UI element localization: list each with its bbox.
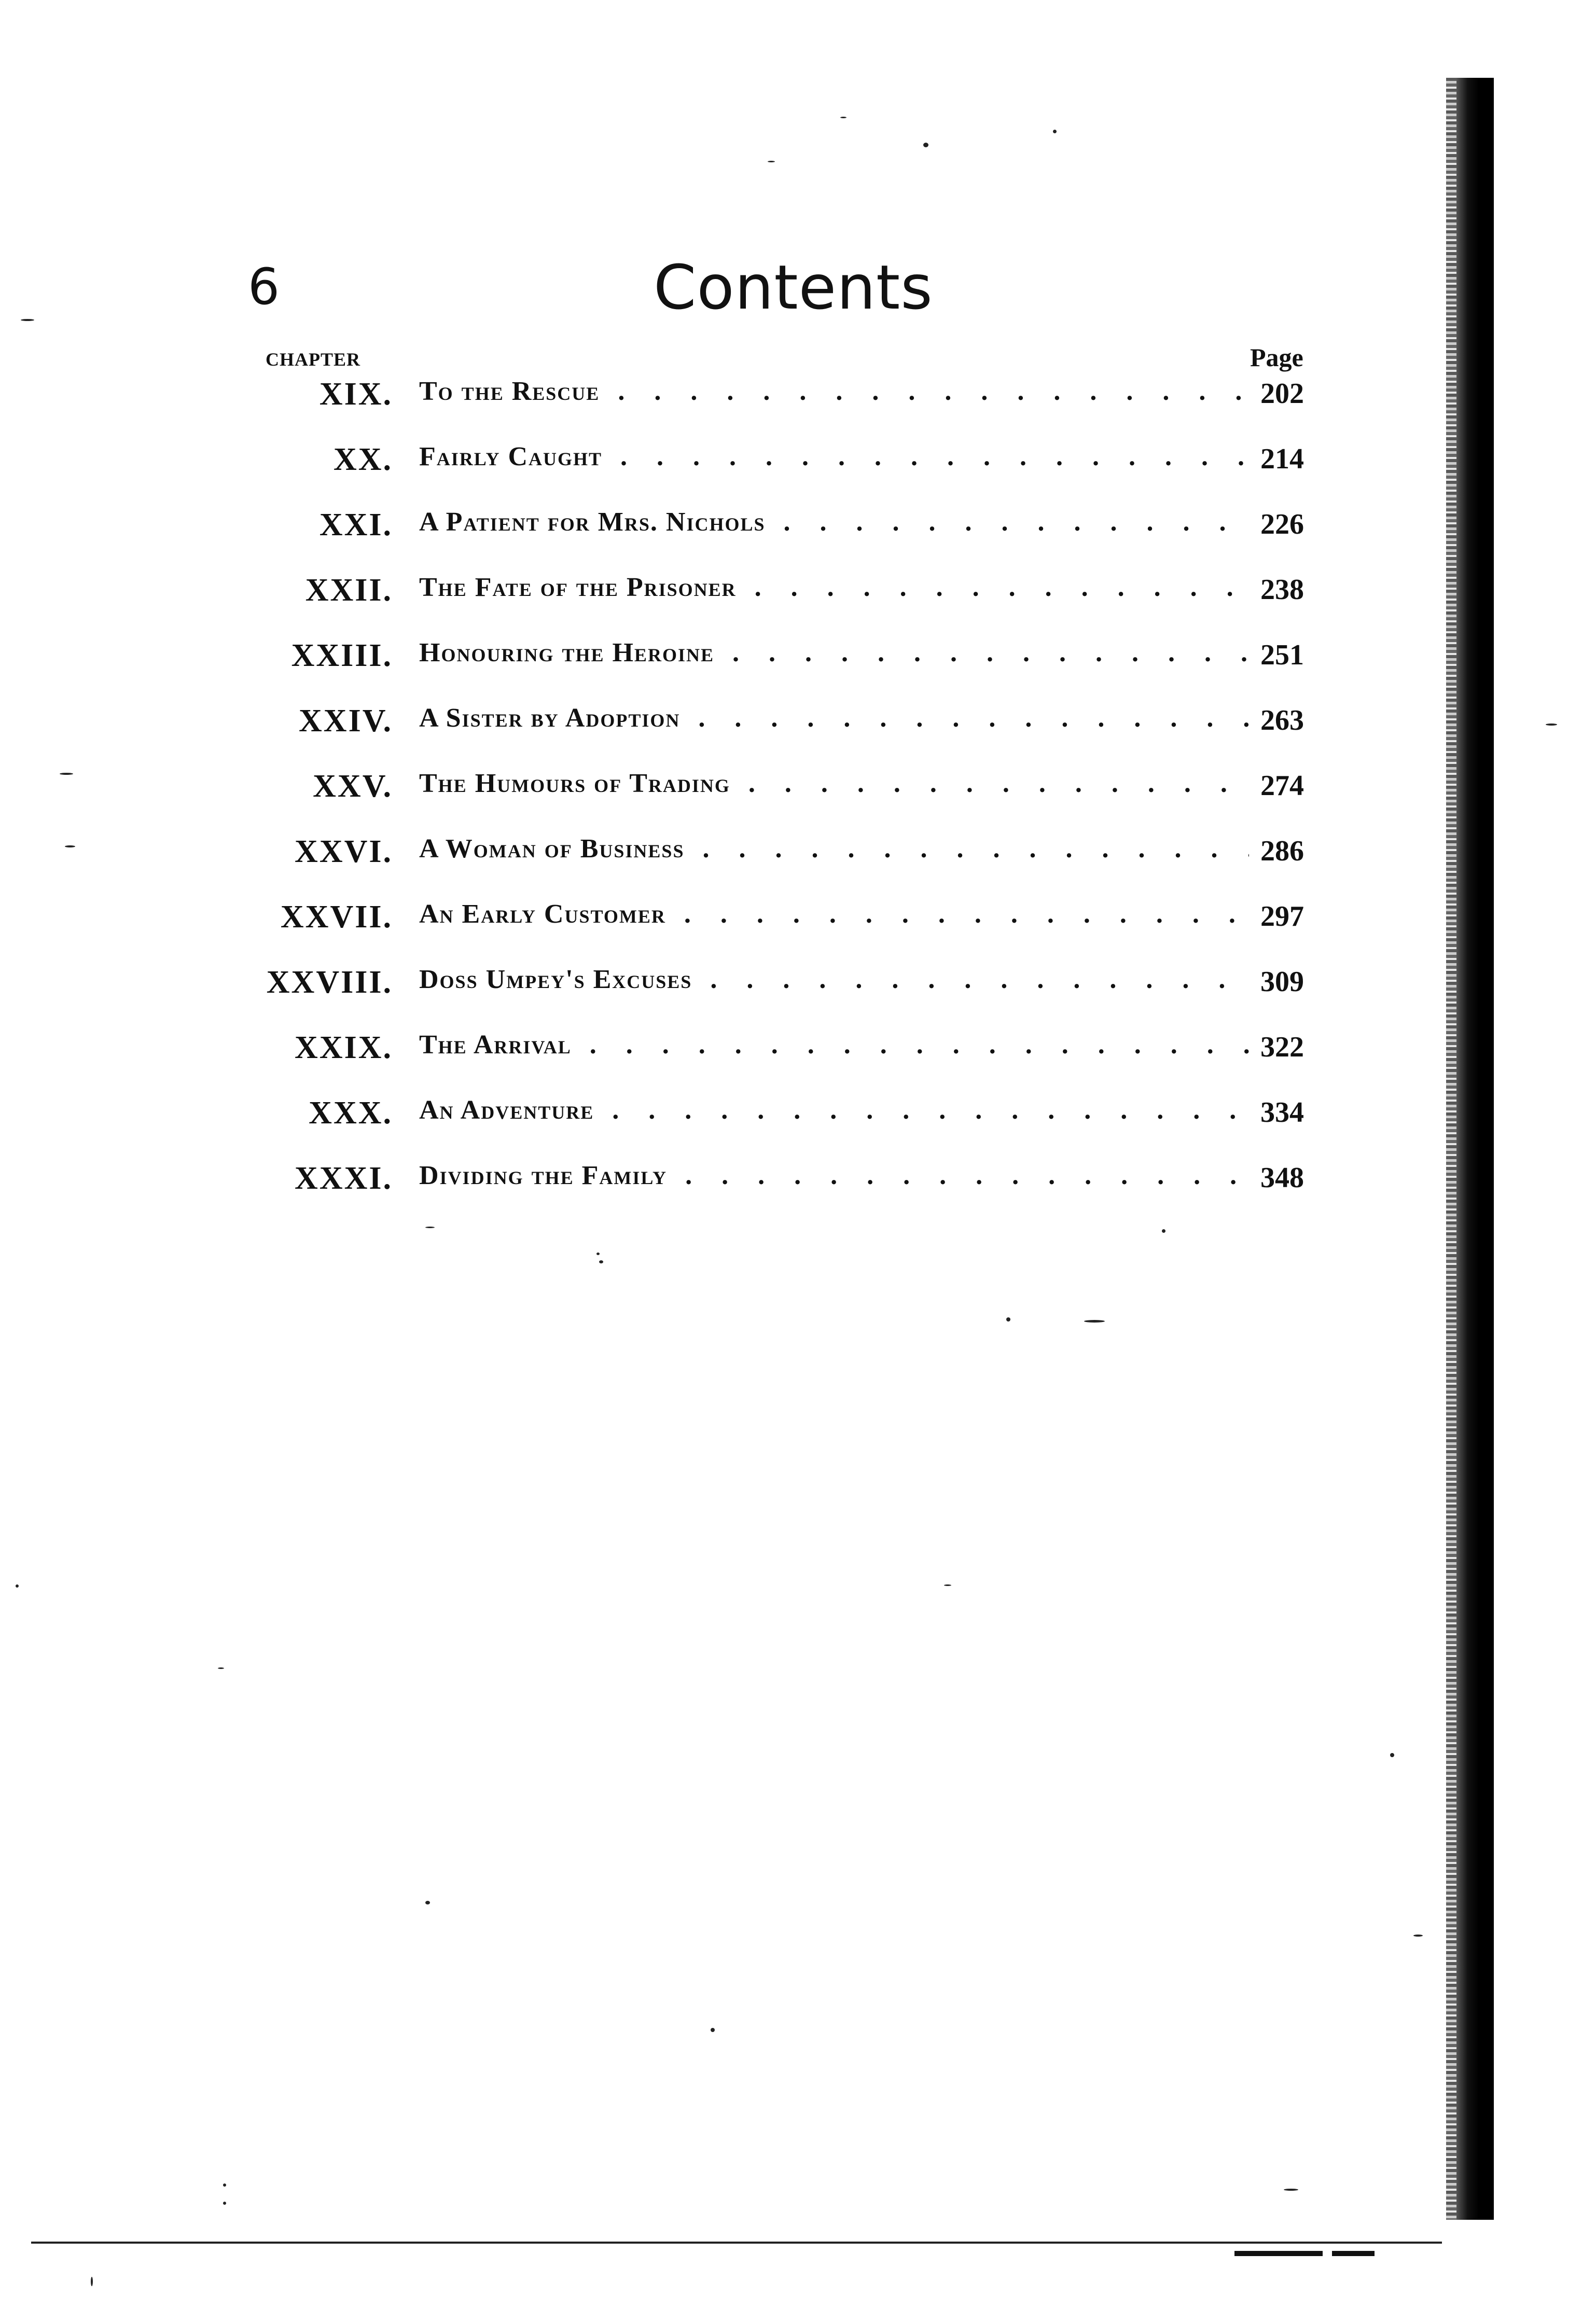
scan-speck — [599, 1260, 603, 1263]
scan-speck — [1284, 2189, 1298, 2191]
scan-speck — [60, 773, 73, 775]
page-ref: 348 — [1260, 1161, 1328, 1194]
scan-speck — [223, 2183, 226, 2187]
scan-speck — [840, 117, 846, 118]
chapter-numeral: XIX. — [319, 377, 393, 412]
chapter-title: Honouring the Heroine . . . — [419, 637, 1249, 668]
chapter-title: The Fate of the Prisoner . . . — [419, 572, 1249, 603]
scan-speck — [768, 161, 775, 162]
scan-speck — [944, 1584, 951, 1586]
toc-entry — [0, 507, 1596, 572]
chapter-numeral: XXIX. — [295, 1030, 393, 1065]
toc-entry — [0, 376, 1596, 441]
page-ref: 309 — [1260, 965, 1328, 998]
chapter-column-label: CHAPTER — [266, 349, 361, 370]
page-ref: 274 — [1260, 769, 1328, 802]
scan-speck — [1546, 724, 1557, 726]
page-ref: 297 — [1260, 900, 1328, 933]
page-ref: 226 — [1260, 508, 1328, 541]
toc-entry — [0, 441, 1596, 507]
bottom-rule-mark — [1234, 2251, 1375, 2256]
scan-speck — [16, 1584, 19, 1588]
chapter-numeral: XXII. — [305, 573, 393, 608]
page-number: 6 — [248, 258, 280, 316]
scan-speck — [223, 2202, 226, 2205]
chapter-numeral: XXXI. — [295, 1161, 393, 1196]
chapter-numeral: XXV. — [313, 769, 393, 804]
page-title: Contents — [654, 252, 933, 323]
table-of-contents — [0, 376, 1596, 1226]
chapter-numeral: XXVIII. — [266, 965, 393, 1000]
page-ref: 238 — [1260, 573, 1328, 606]
book-spine-shadow — [1456, 78, 1494, 2220]
chapter-title: The Humours of Trading . . . — [419, 768, 1249, 799]
chapter-numeral: XXI. — [319, 507, 393, 543]
page-ref: 214 — [1260, 442, 1328, 476]
scan-speck — [1084, 1320, 1105, 1323]
scan-speck — [91, 2277, 93, 2286]
chapter-numeral: XXVI. — [295, 834, 393, 869]
page-column-label: Page — [1250, 343, 1303, 372]
chapter-title: Dividing the Family . . . — [419, 1160, 1249, 1191]
page-ref: 263 — [1260, 704, 1328, 737]
toc-entry — [0, 1030, 1596, 1095]
chapter-numeral: XX. — [333, 442, 393, 477]
page-ref: 202 — [1260, 377, 1328, 410]
chapter-title: Doss Umpey's Excuses . . . — [419, 964, 1249, 995]
page-ref: 286 — [1260, 834, 1328, 868]
page-ref: 322 — [1260, 1031, 1328, 1064]
chapter-title: A Patient for Mrs. Nichols . . . — [419, 507, 1249, 537]
toc-entry — [0, 899, 1596, 964]
toc-entry — [0, 572, 1596, 637]
scan-speck — [1390, 1753, 1394, 1757]
chapter-title: A Sister by Adoption . . . — [419, 703, 1249, 733]
chapter-title: An Early Customer . . . — [419, 899, 1249, 929]
toc-entry — [0, 1160, 1596, 1226]
scan-speck — [425, 1901, 430, 1904]
chapter-title: To the Rescue . . . — [419, 376, 1249, 407]
toc-entry — [0, 703, 1596, 768]
chapter-numeral: XXIII. — [291, 638, 393, 673]
scan-speck — [425, 1227, 435, 1228]
scan-speck — [1006, 1317, 1010, 1322]
scan-speck — [923, 143, 928, 147]
toc-entry — [0, 833, 1596, 899]
bottom-rule — [31, 2242, 1442, 2244]
chapter-numeral: XXIV. — [299, 703, 393, 739]
chapter-title: An Adventure . . . — [419, 1095, 1249, 1125]
toc-entry — [0, 637, 1596, 703]
scan-speck — [596, 1253, 600, 1255]
scan-speck — [1162, 1229, 1165, 1233]
toc-entry — [0, 1095, 1596, 1160]
scan-speck — [65, 845, 75, 847]
toc-entry — [0, 964, 1596, 1030]
scan-speck — [21, 319, 34, 321]
chapter-numeral: XXVII. — [280, 899, 393, 935]
page-ref: 334 — [1260, 1096, 1328, 1129]
scan-speck — [1053, 130, 1057, 133]
chapter-title: A Woman of Business . . . — [419, 833, 1249, 864]
scan-speck — [218, 1667, 224, 1669]
toc-entry — [0, 768, 1596, 833]
chapter-numeral: XXX. — [309, 1095, 393, 1131]
scan-speck — [711, 2028, 715, 2032]
page-ref: 251 — [1260, 638, 1328, 672]
chapter-title: Fairly Caught . . . — [419, 441, 1249, 472]
chapter-title: The Arrival . . . — [419, 1030, 1249, 1060]
scan-speck — [1413, 1935, 1423, 1937]
